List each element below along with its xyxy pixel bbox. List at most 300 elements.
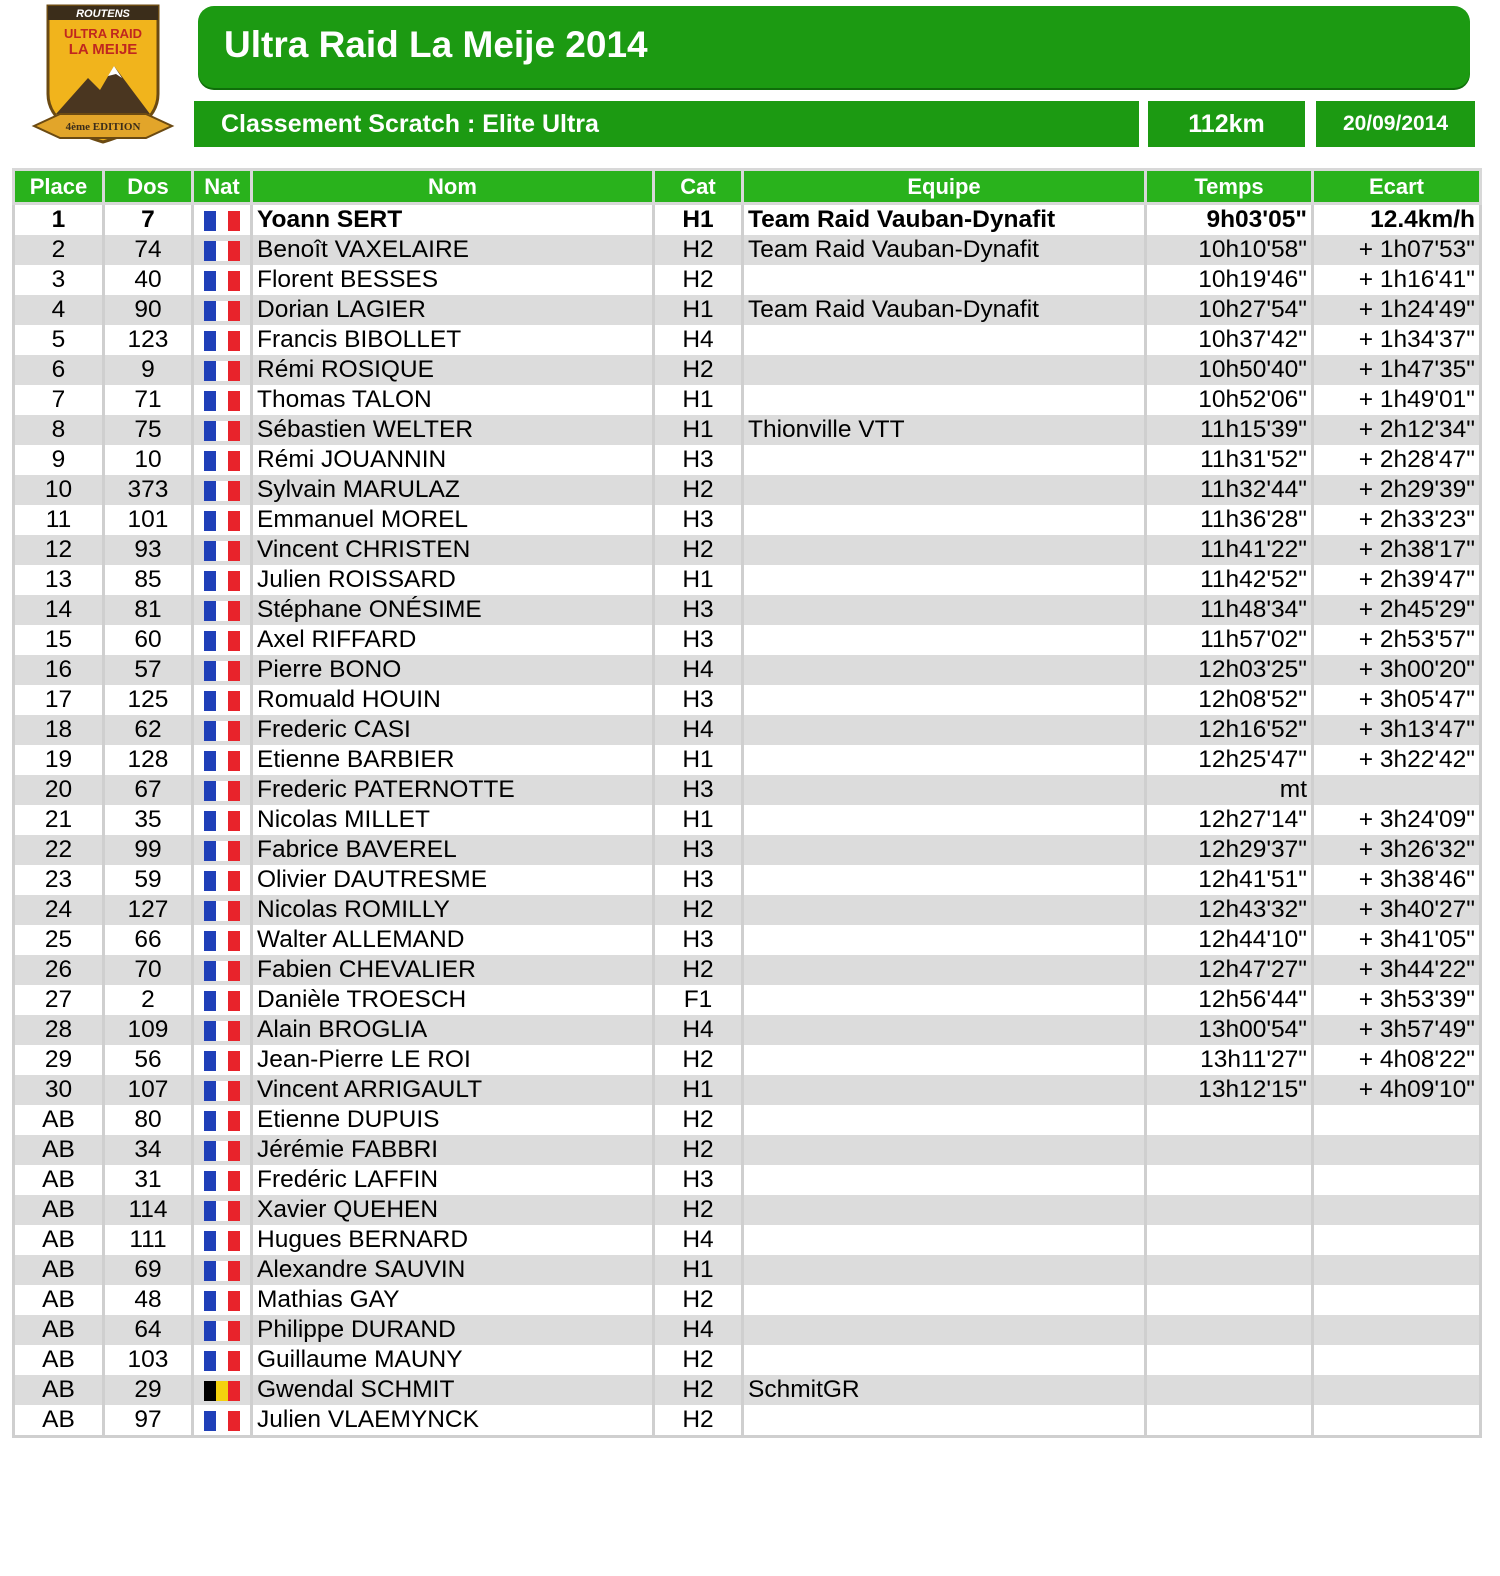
cell-place: 21: [14, 805, 104, 835]
cell-name: Rémi ROSIQUE: [252, 355, 654, 385]
cell-nat: [193, 295, 252, 325]
cell-name: Stéphane ONÉSIME: [252, 595, 654, 625]
cell-time: [1146, 1285, 1313, 1315]
cell-time: 12h47'27": [1146, 955, 1313, 985]
france-flag-icon: [204, 481, 240, 501]
race-distance: 112km: [1148, 101, 1305, 147]
cell-team: SchmitGR: [743, 1375, 1146, 1405]
cell-name: Jérémie FABBRI: [252, 1135, 654, 1165]
cell-time: [1146, 1315, 1313, 1345]
cell-name: Frederic CASI: [252, 715, 654, 745]
cell-nat: [193, 265, 252, 295]
table-row: [14, 1045, 1481, 1075]
cell-nat: [193, 685, 252, 715]
cell-nat: [193, 925, 252, 955]
cell-dos: 114: [104, 1195, 193, 1225]
cell-name: Philippe DURAND: [252, 1315, 654, 1345]
table-row: [14, 595, 1481, 625]
cell-nat: [193, 1225, 252, 1255]
cell-dos: 125: [104, 685, 193, 715]
table-row: [14, 955, 1481, 985]
cell-place: AB: [14, 1315, 104, 1345]
cell-team: [743, 1105, 1146, 1135]
cell-gap: [1313, 1405, 1481, 1437]
cell-cat: H4: [654, 715, 743, 745]
cell-place: 13: [14, 565, 104, 595]
logo-edition: 4ème EDITION: [65, 121, 141, 133]
cell-cat: H3: [654, 925, 743, 955]
cell-dos: 128: [104, 745, 193, 775]
cell-dos: 80: [104, 1105, 193, 1135]
cell-time: 11h48'34": [1146, 595, 1313, 625]
table-row: [14, 445, 1481, 475]
cell-time: 11h42'52": [1146, 565, 1313, 595]
cell-place: 4: [14, 295, 104, 325]
cell-dos: 69: [104, 1255, 193, 1285]
table-row: [14, 355, 1481, 385]
race-logo: [30, 2, 176, 152]
france-flag-icon: [204, 1321, 240, 1341]
cell-gap: [1313, 1315, 1481, 1345]
cell-gap: + 3h13'47": [1313, 715, 1481, 745]
cell-team: Thionville VTT: [743, 415, 1146, 445]
cell-place: AB: [14, 1135, 104, 1165]
col-header-place: Place: [14, 170, 104, 204]
logo-line2: LA MEIJE: [68, 41, 138, 58]
logo-brand: ROUTENS: [76, 8, 130, 20]
cell-cat: H4: [654, 325, 743, 355]
cell-gap: + 3h40'27": [1313, 895, 1481, 925]
cell-time: mt: [1146, 775, 1313, 805]
france-flag-icon: [204, 1051, 240, 1071]
france-flag-icon: [204, 841, 240, 861]
cell-time: 12h29'37": [1146, 835, 1313, 865]
cell-name: Julien ROISSARD: [252, 565, 654, 595]
cell-time: 12h08'52": [1146, 685, 1313, 715]
cell-team: [743, 955, 1146, 985]
cell-cat: H2: [654, 265, 743, 295]
cell-place: 1: [14, 204, 104, 236]
cell-nat: [193, 1165, 252, 1195]
cell-team: [743, 265, 1146, 295]
cell-gap: + 3h22'42": [1313, 745, 1481, 775]
cell-team: [743, 565, 1146, 595]
cell-nat: [193, 1045, 252, 1075]
cell-team: [743, 985, 1146, 1015]
cell-place: 25: [14, 925, 104, 955]
cell-cat: H3: [654, 1165, 743, 1195]
cell-nat: [193, 1285, 252, 1315]
cell-cat: H2: [654, 1045, 743, 1075]
cell-dos: 71: [104, 385, 193, 415]
cell-place: AB: [14, 1375, 104, 1405]
table-row: [14, 985, 1481, 1015]
cell-gap: + 1h34'37": [1313, 325, 1481, 355]
cell-name: Axel RIFFARD: [252, 625, 654, 655]
cell-gap: [1313, 1135, 1481, 1165]
table-row: [14, 1255, 1481, 1285]
cell-cat: H1: [654, 1255, 743, 1285]
cell-gap: + 3h53'39": [1313, 985, 1481, 1015]
cell-time: 12h41'51": [1146, 865, 1313, 895]
table-row: [14, 265, 1481, 295]
cell-dos: 373: [104, 475, 193, 505]
cell-team: [743, 1285, 1146, 1315]
cell-cat: H2: [654, 535, 743, 565]
table-row: [14, 325, 1481, 355]
cell-nat: [193, 625, 252, 655]
cell-place: 24: [14, 895, 104, 925]
cell-name: Romuald HOUIN: [252, 685, 654, 715]
table-row: [14, 204, 1481, 236]
cell-gap: + 3h26'32": [1313, 835, 1481, 865]
france-flag-icon: [204, 271, 240, 291]
cell-nat: [193, 835, 252, 865]
cell-gap: + 2h12'34": [1313, 415, 1481, 445]
cell-place: AB: [14, 1195, 104, 1225]
table-row: [14, 775, 1481, 805]
france-flag-icon: [204, 1351, 240, 1371]
cell-cat: F1: [654, 985, 743, 1015]
cell-team: Team Raid Vauban-Dynafit: [743, 235, 1146, 265]
cell-dos: 99: [104, 835, 193, 865]
cell-place: 18: [14, 715, 104, 745]
cell-dos: 74: [104, 235, 193, 265]
cell-cat: H3: [654, 445, 743, 475]
cell-team: [743, 385, 1146, 415]
cell-name: Gwendal SCHMIT: [252, 1375, 654, 1405]
cell-nat: [193, 535, 252, 565]
cell-name: Vincent CHRISTEN: [252, 535, 654, 565]
cell-time: 9h03'05": [1146, 204, 1313, 236]
cell-cat: H3: [654, 775, 743, 805]
cell-time: 13h12'15": [1146, 1075, 1313, 1105]
cell-cat: H3: [654, 865, 743, 895]
cell-team: [743, 1315, 1146, 1345]
cell-cat: H3: [654, 595, 743, 625]
cell-cat: H3: [654, 835, 743, 865]
cell-nat: [193, 565, 252, 595]
cell-name: Walter ALLEMAND: [252, 925, 654, 955]
table-header-row: [14, 170, 1481, 204]
cell-time: [1146, 1375, 1313, 1405]
table-row: [14, 1015, 1481, 1045]
cell-place: 8: [14, 415, 104, 445]
cell-gap: + 2h45'29": [1313, 595, 1481, 625]
cell-nat: [193, 1075, 252, 1105]
table-row: [14, 895, 1481, 925]
cell-team: [743, 1225, 1146, 1255]
france-flag-icon: [204, 1111, 240, 1131]
cell-dos: 75: [104, 415, 193, 445]
france-flag-icon: [204, 931, 240, 951]
cell-nat: [193, 595, 252, 625]
ranking-subtitle: Classement Scratch : Elite Ultra: [194, 101, 1139, 147]
cell-dos: 35: [104, 805, 193, 835]
cell-name: Francis BIBOLLET: [252, 325, 654, 355]
cell-name: Benoît VAXELAIRE: [252, 235, 654, 265]
cell-dos: 93: [104, 535, 193, 565]
cell-dos: 9: [104, 355, 193, 385]
cell-cat: H3: [654, 625, 743, 655]
cell-place: 26: [14, 955, 104, 985]
france-flag-icon: [204, 1411, 240, 1431]
cell-time: 11h32'44": [1146, 475, 1313, 505]
cell-time: 10h19'46": [1146, 265, 1313, 295]
cell-cat: H1: [654, 745, 743, 775]
table-row: [14, 1195, 1481, 1225]
cell-place: 11: [14, 505, 104, 535]
table-row: [14, 685, 1481, 715]
cell-dos: 70: [104, 955, 193, 985]
cell-time: 10h52'06": [1146, 385, 1313, 415]
cell-time: 10h27'54": [1146, 295, 1313, 325]
table-row: [14, 565, 1481, 595]
table-row: [14, 1345, 1481, 1375]
cell-cat: H1: [654, 805, 743, 835]
cell-nat: [193, 715, 252, 745]
cell-team: [743, 805, 1146, 835]
cell-name: Dorian LAGIER: [252, 295, 654, 325]
cell-dos: 127: [104, 895, 193, 925]
cell-team: [743, 685, 1146, 715]
cell-cat: H2: [654, 1285, 743, 1315]
cell-cat: H1: [654, 1075, 743, 1105]
cell-place: 2: [14, 235, 104, 265]
france-flag-icon: [204, 1081, 240, 1101]
cell-cat: H4: [654, 1015, 743, 1045]
col-header-nom: Nom: [252, 170, 654, 204]
cell-place: AB: [14, 1165, 104, 1195]
cell-name: Yoann SERT: [252, 204, 654, 236]
cell-place: 29: [14, 1045, 104, 1075]
france-flag-icon: [204, 601, 240, 621]
cell-dos: 67: [104, 775, 193, 805]
cell-time: [1146, 1165, 1313, 1195]
cell-place: 19: [14, 745, 104, 775]
cell-team: [743, 1045, 1146, 1075]
cell-gap: + 1h16'41": [1313, 265, 1481, 295]
cell-name: Emmanuel MOREL: [252, 505, 654, 535]
cell-dos: 29: [104, 1375, 193, 1405]
cell-time: [1146, 1405, 1313, 1437]
cell-place: 7: [14, 385, 104, 415]
france-flag-icon: [204, 511, 240, 531]
france-flag-icon: [204, 1291, 240, 1311]
france-flag-icon: [204, 1021, 240, 1041]
cell-name: Sylvain MARULAZ: [252, 475, 654, 505]
logo-line1: ULTRA RAID: [64, 26, 142, 41]
cell-cat: H1: [654, 565, 743, 595]
col-header-dos: Dos: [104, 170, 193, 204]
results-body: [14, 204, 1481, 1437]
france-flag-icon: [204, 571, 240, 591]
cell-gap: + 4h08'22": [1313, 1045, 1481, 1075]
table-row: [14, 1375, 1481, 1405]
cell-gap: [1313, 1375, 1481, 1405]
table-row: [14, 1105, 1481, 1135]
cell-dos: 56: [104, 1045, 193, 1075]
table-row: [14, 1315, 1481, 1345]
table-row: [14, 535, 1481, 565]
cell-gap: + 3h00'20": [1313, 655, 1481, 685]
cell-nat: [193, 805, 252, 835]
cell-place: 9: [14, 445, 104, 475]
cell-name: Nicolas MILLET: [252, 805, 654, 835]
cell-nat: [193, 325, 252, 355]
cell-gap: [1313, 775, 1481, 805]
cell-dos: 40: [104, 265, 193, 295]
france-flag-icon: [204, 451, 240, 471]
cell-name: Vincent ARRIGAULT: [252, 1075, 654, 1105]
cell-gap: + 2h29'39": [1313, 475, 1481, 505]
cell-cat: H2: [654, 1405, 743, 1437]
cell-team: [743, 865, 1146, 895]
table-row: [14, 1225, 1481, 1255]
table-row: [14, 745, 1481, 775]
cell-dos: 90: [104, 295, 193, 325]
cell-place: 14: [14, 595, 104, 625]
cell-dos: 60: [104, 625, 193, 655]
cell-team: [743, 1195, 1146, 1225]
col-header-nat: Nat: [193, 170, 252, 204]
cell-cat: H1: [654, 295, 743, 325]
cell-cat: H2: [654, 895, 743, 925]
france-flag-icon: [204, 241, 240, 261]
cell-nat: [193, 1105, 252, 1135]
cell-name: Hugues BERNARD: [252, 1225, 654, 1255]
cell-gap: + 2h28'47": [1313, 445, 1481, 475]
cell-name: Sébastien WELTER: [252, 415, 654, 445]
cell-name: Alain BROGLIA: [252, 1015, 654, 1045]
cell-team: [743, 1345, 1146, 1375]
cell-team: [743, 715, 1146, 745]
cell-gap: 12.4km/h: [1313, 204, 1481, 236]
france-flag-icon: [204, 661, 240, 681]
cell-dos: 66: [104, 925, 193, 955]
cell-nat: [193, 745, 252, 775]
cell-nat: [193, 1315, 252, 1345]
cell-dos: 34: [104, 1135, 193, 1165]
cell-gap: + 3h38'46": [1313, 865, 1481, 895]
france-flag-icon: [204, 391, 240, 411]
cell-nat: [193, 1405, 252, 1437]
cell-time: 12h03'25": [1146, 655, 1313, 685]
cell-dos: 109: [104, 1015, 193, 1045]
cell-name: Xavier QUEHEN: [252, 1195, 654, 1225]
france-flag-icon: [204, 211, 240, 231]
cell-name: Guillaume MAUNY: [252, 1345, 654, 1375]
france-flag-icon: [204, 1261, 240, 1281]
cell-time: 10h37'42": [1146, 325, 1313, 355]
cell-name: Danièle TROESCH: [252, 985, 654, 1015]
cell-time: [1146, 1255, 1313, 1285]
cell-team: [743, 625, 1146, 655]
cell-nat: [193, 985, 252, 1015]
cell-place: 17: [14, 685, 104, 715]
cell-team: [743, 535, 1146, 565]
cell-name: Etienne BARBIER: [252, 745, 654, 775]
cell-time: 11h15'39": [1146, 415, 1313, 445]
cell-gap: [1313, 1225, 1481, 1255]
cell-time: 12h25'47": [1146, 745, 1313, 775]
table-row: [14, 925, 1481, 955]
table-row: [14, 865, 1481, 895]
cell-cat: H2: [654, 1105, 743, 1135]
table-row: [14, 235, 1481, 265]
cell-team: [743, 325, 1146, 355]
table-row: [14, 1165, 1481, 1195]
cell-team: [743, 1015, 1146, 1045]
cell-team: [743, 1405, 1146, 1437]
table-row: [14, 1285, 1481, 1315]
cell-cat: H4: [654, 1315, 743, 1345]
cell-dos: 123: [104, 325, 193, 355]
cell-nat: [193, 355, 252, 385]
cell-time: [1146, 1195, 1313, 1225]
cell-name: Rémi JOUANNIN: [252, 445, 654, 475]
cell-name: Etienne DUPUIS: [252, 1105, 654, 1135]
france-flag-icon: [204, 871, 240, 891]
cell-time: 11h31'52": [1146, 445, 1313, 475]
cell-place: 5: [14, 325, 104, 355]
cell-dos: 107: [104, 1075, 193, 1105]
cell-cat: H1: [654, 385, 743, 415]
table-row: [14, 415, 1481, 445]
cell-nat: [193, 655, 252, 685]
france-flag-icon: [204, 991, 240, 1011]
cell-gap: + 2h33'23": [1313, 505, 1481, 535]
cell-place: 20: [14, 775, 104, 805]
cell-gap: [1313, 1195, 1481, 1225]
cell-time: [1146, 1225, 1313, 1255]
cell-cat: H2: [654, 955, 743, 985]
cell-dos: 57: [104, 655, 193, 685]
cell-name: Nicolas ROMILLY: [252, 895, 654, 925]
cell-dos: 85: [104, 565, 193, 595]
cell-time: 13h00'54": [1146, 1015, 1313, 1045]
france-flag-icon: [204, 751, 240, 771]
cell-place: AB: [14, 1285, 104, 1315]
cell-dos: 81: [104, 595, 193, 625]
cell-name: Mathias GAY: [252, 1285, 654, 1315]
cell-cat: H3: [654, 505, 743, 535]
cell-team: [743, 1255, 1146, 1285]
cell-team: [743, 895, 1146, 925]
cell-dos: 64: [104, 1315, 193, 1345]
cell-place: AB: [14, 1405, 104, 1437]
cell-name: Pierre BONO: [252, 655, 654, 685]
cell-dos: 48: [104, 1285, 193, 1315]
cell-team: [743, 475, 1146, 505]
cell-nat: [193, 955, 252, 985]
cell-nat: [193, 445, 252, 475]
cell-name: Fabien CHEVALIER: [252, 955, 654, 985]
cell-gap: [1313, 1345, 1481, 1375]
cell-nat: [193, 1255, 252, 1285]
cell-team: Team Raid Vauban-Dynafit: [743, 204, 1146, 236]
cell-name: Julien VLAEMYNCK: [252, 1405, 654, 1437]
table-row: [14, 505, 1481, 535]
cell-place: AB: [14, 1255, 104, 1285]
france-flag-icon: [204, 331, 240, 351]
cell-cat: H2: [654, 475, 743, 505]
cell-dos: 97: [104, 1405, 193, 1437]
cell-gap: [1313, 1165, 1481, 1195]
cell-place: AB: [14, 1225, 104, 1255]
cell-team: [743, 745, 1146, 775]
cell-dos: 62: [104, 715, 193, 745]
